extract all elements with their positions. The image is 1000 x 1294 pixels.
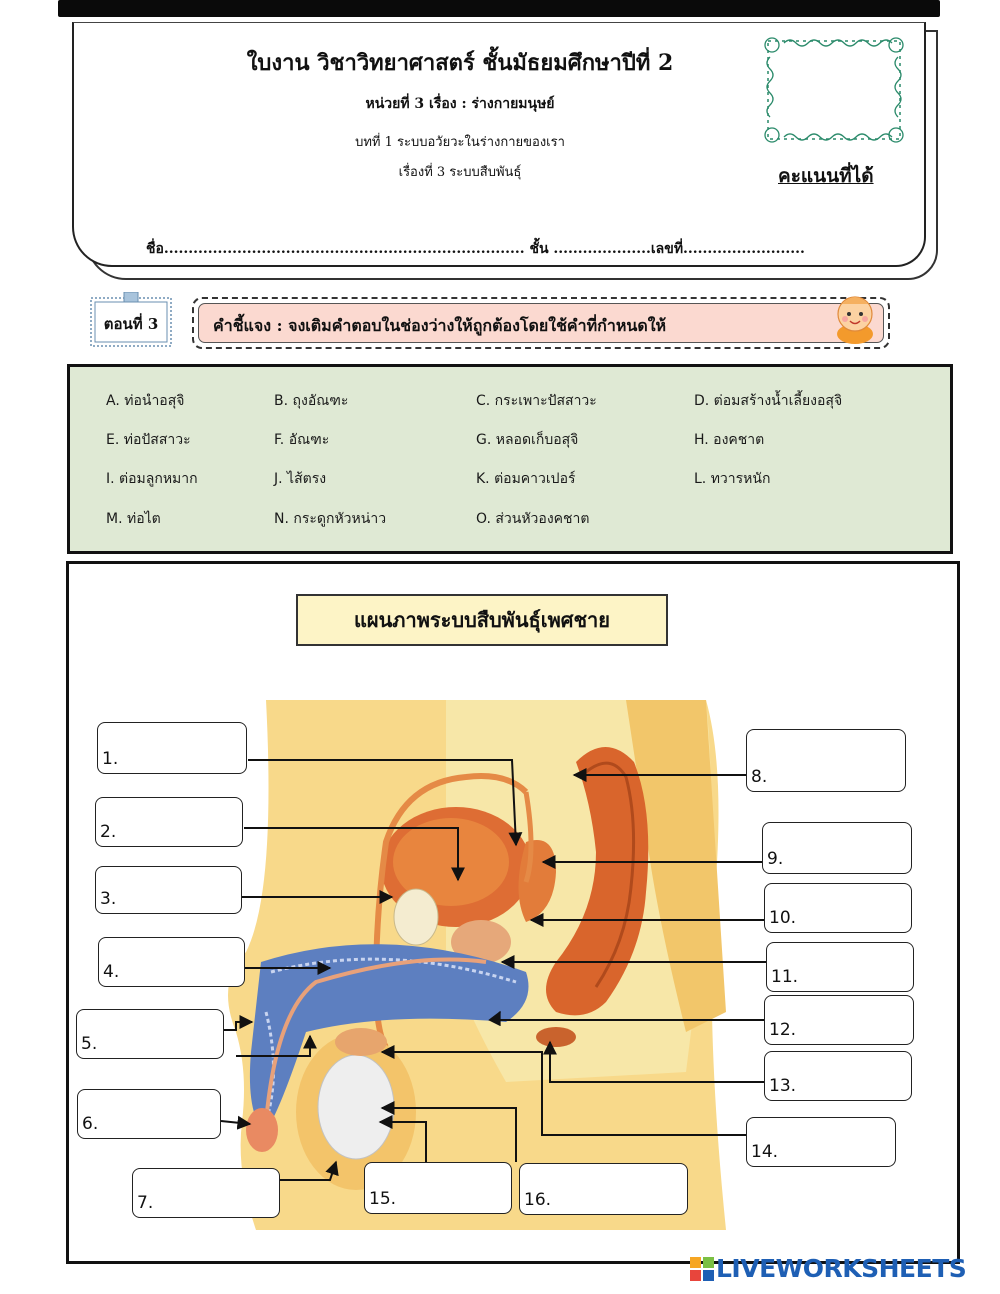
answer-box-11[interactable] bbox=[766, 942, 914, 992]
answer-box-6[interactable] bbox=[77, 1089, 221, 1139]
word-bank-item: D. ต่อมสร้างน้ำเลี้ยงอสุจิ bbox=[694, 393, 843, 409]
answer-box-5[interactable] bbox=[76, 1009, 224, 1059]
answer-box-3[interactable] bbox=[95, 866, 242, 914]
label-number: 5. bbox=[81, 1034, 98, 1054]
word-bank-item: E. ท่อปัสสาวะ bbox=[106, 432, 191, 448]
word-bank-item: N. กระดูกหัวหน่าว bbox=[274, 511, 387, 527]
answer-box-1[interactable] bbox=[97, 722, 247, 774]
word-bank-item: G. หลอดเก็บอสุจิ bbox=[476, 432, 579, 448]
word-bank-item: J. ไส้ตรง bbox=[274, 471, 327, 487]
word-bank-item: C. กระเพาะปัสสาวะ bbox=[476, 393, 597, 409]
liveworksheets-logo bbox=[690, 1254, 966, 1286]
instruction-text: คำชี้แจง : จงเติมคำตอบในช่องว่างให้ถูกต้องโดยใช้คำที่กำหนดให้ bbox=[213, 316, 667, 335]
word-bank-item: A. ท่อนำอสุจิ bbox=[106, 393, 185, 409]
answer-box-2[interactable] bbox=[95, 797, 243, 847]
label-number: 16. bbox=[524, 1190, 552, 1210]
unit-heading: หน่วยที่ 3 เรื่อง : ร่างกายมนุษย์ bbox=[365, 96, 555, 112]
label-number: 10. bbox=[769, 908, 797, 928]
answer-box-9[interactable] bbox=[762, 822, 912, 874]
word-bank-item: K. ต่อมคาวเปอร์ bbox=[476, 471, 576, 487]
answer-box-13[interactable] bbox=[764, 1051, 912, 1101]
word-bank-item: L. ทวารหนัก bbox=[694, 471, 771, 487]
answer-box-15[interactable] bbox=[364, 1162, 512, 1214]
liveworksheets-brand: LIVEWORKSHEETS bbox=[716, 1254, 967, 1283]
liveworksheets-icon bbox=[690, 1257, 714, 1281]
student-info-line: ชื่อ.......................................................................... ชั้น ....................เลขที่......................... bbox=[146, 241, 805, 257]
label-number: 2. bbox=[100, 822, 117, 842]
score-label: คะแนนที่ได้ bbox=[778, 165, 874, 187]
label-number: 1. bbox=[102, 749, 119, 769]
label-number: 8. bbox=[751, 767, 768, 787]
answer-box-16[interactable] bbox=[519, 1163, 688, 1215]
answer-box-12[interactable] bbox=[764, 995, 914, 1045]
lesson-heading: บทที่ 1 ระบบอวัยวะในร่างกายของเรา bbox=[355, 135, 565, 150]
answer-box-10[interactable] bbox=[764, 883, 912, 933]
worksheet-title: ใบงาน วิชาวิทยาศาสตร์ ชั้นมัธยมศึกษาปีที่ 2 bbox=[246, 50, 674, 76]
label-number: 4. bbox=[103, 962, 120, 982]
answer-box-4[interactable] bbox=[98, 937, 245, 987]
label-number: 9. bbox=[767, 849, 784, 869]
label-number: 13. bbox=[769, 1076, 797, 1096]
label-number: 12. bbox=[769, 1020, 797, 1040]
answer-box-14[interactable] bbox=[746, 1117, 896, 1167]
diagram-title: แผนภาพระบบสืบพันธุ์เพศชาย bbox=[296, 594, 668, 646]
word-bank-item: B. ถุงอัณฑะ bbox=[274, 393, 349, 409]
part-label: ตอนที่ 3 bbox=[103, 315, 159, 333]
topic-heading: เรื่องที่ 3 ระบบสืบพันธุ์ bbox=[398, 165, 522, 180]
label-number: 14. bbox=[751, 1142, 779, 1162]
label-number: 11. bbox=[771, 967, 799, 987]
word-bank-item: I. ต่อมลูกหมาก bbox=[106, 471, 198, 487]
label-number: 7. bbox=[137, 1193, 154, 1213]
label-number: 15. bbox=[369, 1189, 397, 1209]
word-bank-item: M. ท่อไต bbox=[106, 511, 161, 527]
answer-box-8[interactable] bbox=[746, 729, 906, 792]
answer-box-7[interactable] bbox=[132, 1168, 280, 1218]
word-bank-item: H. องคชาต bbox=[694, 432, 765, 448]
word-bank-item: O. ส่วนหัวองคชาต bbox=[476, 511, 590, 527]
label-number: 6. bbox=[82, 1114, 99, 1134]
word-bank-item: F. อัณฑะ bbox=[274, 432, 330, 448]
label-number: 3. bbox=[100, 889, 117, 909]
